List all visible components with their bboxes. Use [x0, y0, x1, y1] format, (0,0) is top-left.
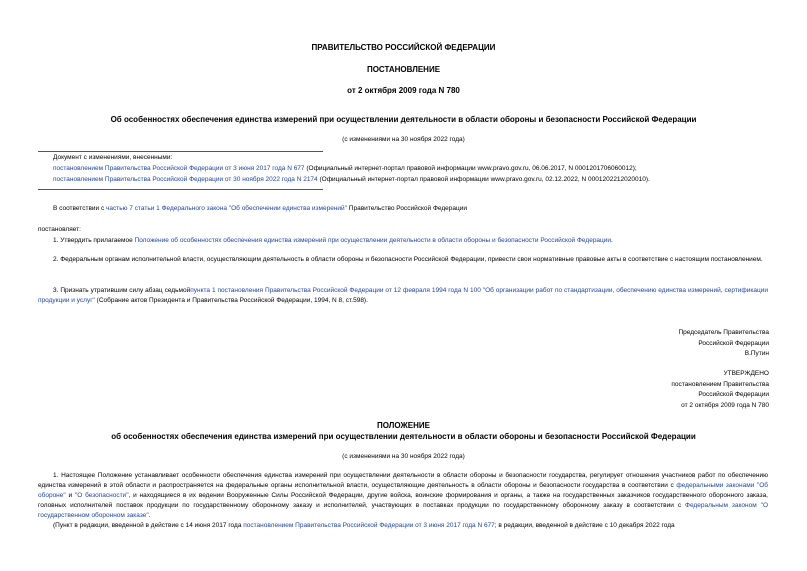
- regulation-title: ПОЛОЖЕНИЕ: [377, 421, 430, 430]
- approval-line: УТВЕРЖДЕНО: [723, 370, 769, 377]
- defense-order-law-link[interactable]: Федеральным законом "О государственном оборонном заказе": [38, 502, 768, 520]
- approval-line: постановлением Правительства: [671, 380, 769, 388]
- approval-line: Российской Федерации: [698, 391, 769, 399]
- signature-line: Председатель Правительства: [678, 329, 769, 336]
- change-link[interactable]: постановлением Правительства Российской Федерации от 3 июня 2017 года N 677: [53, 165, 305, 172]
- revision-link[interactable]: постановлением Правительства Российской Федерации от 3 июня 2017 года N 677: [243, 522, 495, 529]
- clause-text: .: [148, 512, 151, 520]
- changes-intro: Документ с изменениями, внесенными:: [53, 154, 173, 161]
- doc-date-number: от 2 октября 2009 года N 780: [347, 86, 460, 95]
- approval-line: от 2 октября 2009 года N 780: [681, 402, 769, 410]
- note-text: ; в редакции, введенной в действие с 10 декабря 2022 года: [494, 522, 675, 529]
- note-text: (Пункт в редакции, введенной в действие с 14 июня 2017 года: [53, 522, 244, 529]
- defense-law-link[interactable]: федеральными законами "Об обороне": [38, 482, 768, 500]
- clause-text: 3. Признать утратившим силу абзац седьмой: [53, 287, 191, 294]
- basis-law-link[interactable]: частью 7 статьи 1 Федерального закона "Об обеспечении единства измерений": [106, 205, 347, 212]
- change-link[interactable]: постановлением Правительства Российской Федерации от 30 ноября 2022 года N 2174: [53, 176, 318, 183]
- clause-text: и: [65, 492, 75, 500]
- divider-bottom: [38, 189, 323, 190]
- amendment-note: (с изменениями на 30 ноября 2022 года): [342, 136, 465, 143]
- regulation-amendment-note: (с изменениями на 30 ноября 2022 года): [342, 453, 465, 460]
- regulation-subtitle: об особенностях обеспечения единства измерений при осуществлении деятельности в области обороны и безопасности Российской Федерации: [111, 432, 696, 441]
- resolves-text: постановляет:: [38, 226, 81, 233]
- clause-text: 1. Настоящее Положение устанавливает особенности обеспечения единства измерений при осуществлении деятельности в области обороны и безопасности государства, регулирует отношения участников работ по обеспечению единства измерений в этой области и распространяется на федеральные органы исполнительной власти, осуществляющие деятельность в области обороны и безопасности государства в соответствии с: [38, 472, 768, 490]
- org-heading: ПРАВИТЕЛЬСТВО РОССИЙСКОЙ ФЕДЕРАЦИИ: [311, 43, 496, 52]
- clause-3: [38, 286, 768, 306]
- change-item: [53, 175, 650, 185]
- signature-block: [678, 328, 769, 360]
- clause-text: (Собрание актов Президента и Правительства Российской Федерации, 1994, N 8, ст.598).: [94, 296, 368, 304]
- clause-1: [53, 236, 613, 246]
- change-text: (Официальный интернет-портал правовой информации www.pravo.gov.ru, 02.12.2022, N 0001202212020010).: [317, 176, 650, 183]
- divider-top: [38, 151, 323, 152]
- signature-line: В.Путин: [744, 350, 769, 358]
- security-law-link[interactable]: "О безопасности": [74, 492, 129, 500]
- clause-text: , и находящиеся в их ведении Вооруженные Силы Российской Федерации, другие войска, воинские формирования и органы, а также на государственных заказчиков государственного оборонного заказа, головных исполнителей поставок продукции по государственному оборонному заказу и исполнителей, участвующих в поставках продукции по государственному оборонному заказу в соответствии с: [38, 492, 768, 510]
- clause-text: 1. Утвердить прилагаемое: [53, 237, 135, 244]
- change-item: [53, 164, 637, 174]
- signature-line: Российской Федерации: [698, 339, 769, 347]
- regulation-clause-1: [38, 471, 768, 521]
- clause-text: .: [611, 237, 613, 244]
- clause-2: 2. Федеральным органам исполнительной власти, осуществляющим деятельность в области обороны и безопасности Российской Федерации, привести свои нормативные правовые акты в соответствие с настоящим постановлением.: [53, 256, 763, 263]
- repealed-act-link[interactable]: пункта 1 постановления Правительства Российской Федерации от 12 февраля 1994 года N 100 "Об организации работ по стандартизации, обеспечению единства измерений, сертификации продукции и услуг": [38, 287, 768, 304]
- document-title: Об особенностях обеспечения единства измерений при осуществлении деятельности в области обороны и безопасности Российской Федерации: [110, 115, 697, 124]
- regulation-link[interactable]: Положение об особенностях обеспечения единства измерений при осуществлении деятельности в области обороны и безопасности Российской Федерации: [134, 237, 612, 244]
- basis-text: В соответствии с: [53, 205, 107, 212]
- basis-text: Правительство Российской Федерации: [347, 205, 467, 212]
- revision-note: [53, 521, 675, 531]
- basis-paragraph: [53, 204, 467, 214]
- doc-type-heading: ПОСТАНОВЛЕНИЕ: [366, 65, 441, 74]
- change-text: (Официальный интернет-портал правовой информации www.pravo.gov.ru, 06.06.2017, N 0001201706060012);: [304, 165, 637, 172]
- approval-block: [671, 369, 769, 412]
